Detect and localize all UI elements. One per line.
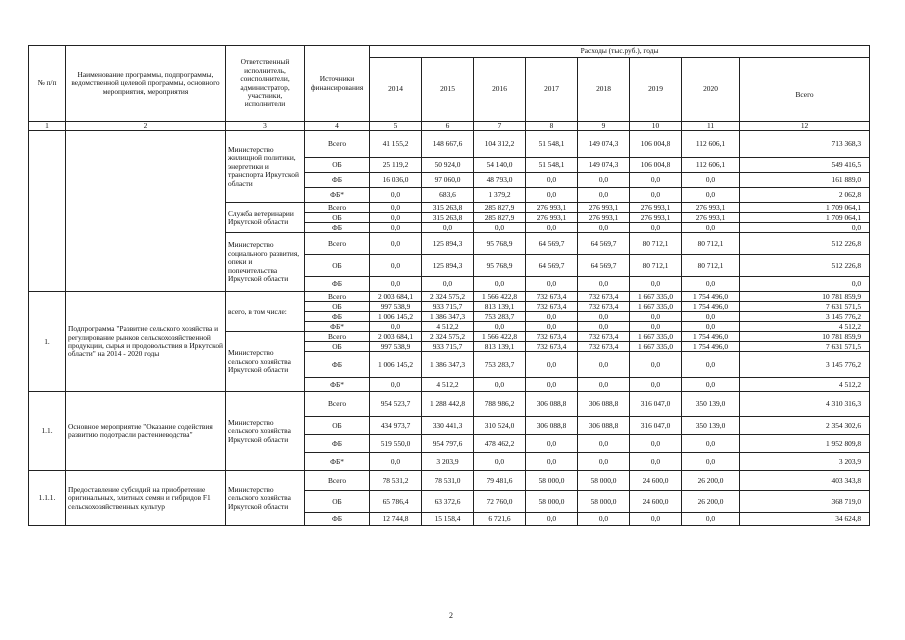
budget-table — [28, 45, 870, 526]
year-value: 0,0 — [630, 223, 682, 233]
year-value: 0,0 — [370, 378, 422, 392]
year-value: 519 550,0 — [370, 435, 422, 453]
year-value: 788 986,2 — [474, 392, 526, 417]
year-value: 50 924,0 — [422, 158, 474, 173]
total-value: 0,0 — [740, 223, 870, 233]
year-value: 732 673,4 — [578, 292, 630, 302]
year-value: 330 441,3 — [422, 417, 474, 435]
year-value: 0,0 — [682, 277, 740, 292]
year-value: 0,0 — [422, 223, 474, 233]
funding-source: Всего — [305, 292, 370, 302]
year-value: 16 036,0 — [370, 173, 422, 188]
year-value: 2 003 684,1 — [370, 332, 422, 342]
year-value: 112 606,1 — [682, 158, 740, 173]
funding-source: ОБ — [305, 213, 370, 223]
total-value: 713 368,3 — [740, 131, 870, 158]
funding-source: Всего — [305, 131, 370, 158]
header-year: 2020 — [682, 58, 740, 122]
total-value: 1 709 064,1 — [740, 213, 870, 223]
responsible-housing-ministry: Министерство жилищной политики, энергетики и транспорта Иркутской области — [226, 131, 305, 203]
year-value: 0,0 — [682, 453, 740, 471]
year-value: 1 667 335,0 — [630, 342, 682, 352]
total-value: 1 709 064,1 — [740, 203, 870, 213]
year-value: 306 088,8 — [526, 417, 578, 435]
year-value: 0,0 — [370, 453, 422, 471]
year-value: 64 569,7 — [578, 233, 630, 255]
year-value: 1 754 496,0 — [682, 302, 740, 312]
year-value: 315 263,8 — [422, 203, 474, 213]
column-number: 9 — [578, 122, 630, 131]
year-value: 0,0 — [578, 322, 630, 332]
year-value: 315 263,8 — [422, 213, 474, 223]
year-value: 732 673,4 — [578, 302, 630, 312]
year-value: 80 712,1 — [682, 255, 740, 277]
year-value: 80 712,1 — [630, 233, 682, 255]
year-value: 15 158,4 — [422, 513, 474, 526]
header-source: Источники финансирования — [305, 46, 370, 122]
year-value: 64 569,7 — [526, 233, 578, 255]
header-expenses: Расходы (тыс.руб.), годы — [370, 46, 870, 58]
year-value: 2 003 684,1 — [370, 292, 422, 302]
year-value: 24 600,0 — [630, 491, 682, 513]
subprogram-name: Подпрограмма "Развитие сельского хозяйства и регулирование рынков сельскохозяйственной продукции, сырья и продовольствия в Иркутской области" на 2014 - 2020 годы — [66, 292, 226, 392]
year-value: 0,0 — [474, 453, 526, 471]
funding-source: Всего — [305, 203, 370, 213]
year-value: 41 155,2 — [370, 131, 422, 158]
total-value: 3 203,9 — [740, 453, 870, 471]
year-value: 813 139,1 — [474, 342, 526, 352]
year-value: 2 324 575,2 — [422, 332, 474, 342]
year-value: 104 312,2 — [474, 131, 526, 158]
year-value: 276 993,1 — [682, 213, 740, 223]
year-value: 1 667 335,0 — [630, 302, 682, 312]
year-value: 0,0 — [630, 188, 682, 203]
funding-source: ФБ — [305, 352, 370, 378]
funding-source: ОБ — [305, 417, 370, 435]
year-value: 0,0 — [682, 435, 740, 453]
column-number: 10 — [630, 122, 682, 131]
column-numbers-row — [29, 122, 870, 131]
year-value: 732 673,4 — [526, 332, 578, 342]
year-value: 683,6 — [422, 188, 474, 203]
year-value: 1 566 422,8 — [474, 292, 526, 302]
total-value: 1 952 809,8 — [740, 435, 870, 453]
year-value: 149 074,3 — [578, 158, 630, 173]
responsible-social-ministry: Министерство социального развития, опеки и попечительства Иркутской области — [226, 233, 305, 292]
total-value: 512 226,8 — [740, 255, 870, 277]
year-value: 112 606,1 — [682, 131, 740, 158]
year-value: 732 673,4 — [578, 342, 630, 352]
year-value: 997 538,9 — [370, 302, 422, 312]
total-value: 0,0 — [740, 277, 870, 292]
year-value: 276 993,1 — [526, 203, 578, 213]
year-value: 316 047,0 — [630, 417, 682, 435]
year-value: 0,0 — [630, 173, 682, 188]
year-value: 0,0 — [578, 173, 630, 188]
year-value: 0,0 — [526, 435, 578, 453]
funding-source: ОБ — [305, 158, 370, 173]
year-value: 813 139,1 — [474, 302, 526, 312]
total-value: 161 889,0 — [740, 173, 870, 188]
year-value: 0,0 — [370, 213, 422, 223]
measure-1-1-1-name: Предоставление субсидий на приобретение оригинальных, элитных семян и гибридов F1 сельскохозяйственных культур — [66, 471, 226, 526]
year-value: 276 993,1 — [630, 203, 682, 213]
header-year: 2017 — [526, 58, 578, 122]
total-value: 4 512,2 — [740, 322, 870, 332]
year-value: 58 000,0 — [578, 491, 630, 513]
year-value: 1 667 335,0 — [630, 292, 682, 302]
year-value: 106 004,8 — [630, 131, 682, 158]
year-value: 285 827,9 — [474, 213, 526, 223]
year-value: 0,0 — [370, 188, 422, 203]
funding-source: ФБ* — [305, 322, 370, 332]
header-year: 2016 — [474, 58, 526, 122]
year-value: 732 673,4 — [578, 332, 630, 342]
year-value: 0,0 — [370, 322, 422, 332]
year-value: 0,0 — [578, 352, 630, 378]
funding-source: Всего — [305, 332, 370, 342]
year-value: 0,0 — [526, 513, 578, 526]
total-value: 34 624,8 — [740, 513, 870, 526]
year-value: 97 060,0 — [422, 173, 474, 188]
year-value: 933 715,7 — [422, 302, 474, 312]
year-value: 25 119,2 — [370, 158, 422, 173]
year-value: 0,0 — [682, 513, 740, 526]
row-name-empty — [66, 131, 226, 292]
year-value: 0,0 — [630, 453, 682, 471]
year-value: 0,0 — [682, 312, 740, 322]
year-value: 276 993,1 — [526, 213, 578, 223]
year-value: 0,0 — [370, 233, 422, 255]
year-value: 0,0 — [474, 322, 526, 332]
year-value: 0,0 — [474, 223, 526, 233]
funding-source: ФБ — [305, 277, 370, 292]
year-value: 0,0 — [578, 277, 630, 292]
year-value: 0,0 — [630, 352, 682, 378]
year-value: 48 793,0 — [474, 173, 526, 188]
year-value: 0,0 — [630, 277, 682, 292]
year-value: 0,0 — [578, 513, 630, 526]
total-value: 4 512,2 — [740, 378, 870, 392]
responsible-agri-ministry: Министерство сельского хозяйства Иркутской области — [226, 332, 305, 392]
year-value: 0,0 — [526, 453, 578, 471]
year-value: 0,0 — [682, 188, 740, 203]
total-value: 549 416,5 — [740, 158, 870, 173]
year-value: 0,0 — [578, 312, 630, 322]
year-value: 732 673,4 — [526, 302, 578, 312]
funding-source: ФБ — [305, 435, 370, 453]
responsible-agri-ministry: Министерство сельского хозяйства Иркутской области — [226, 471, 305, 526]
year-value: 350 139,0 — [682, 417, 740, 435]
header-year: 2019 — [630, 58, 682, 122]
total-value: 403 343,8 — [740, 471, 870, 491]
year-value: 434 973,7 — [370, 417, 422, 435]
funding-source: ФБ — [305, 223, 370, 233]
row-index-empty — [29, 131, 66, 292]
funding-source: ОБ — [305, 302, 370, 312]
total-value: 10 781 859,9 — [740, 332, 870, 342]
year-value: 732 673,4 — [526, 342, 578, 352]
column-number: 5 — [370, 122, 422, 131]
year-value: 1 754 496,0 — [682, 332, 740, 342]
total-value: 2 062,8 — [740, 188, 870, 203]
year-value: 0,0 — [578, 453, 630, 471]
year-value: 1 754 496,0 — [682, 342, 740, 352]
header-name: Наименование программы, подпрограммы, ведомственной целевой программы, основного мероприятия, мероприятия — [66, 46, 226, 122]
year-value: 0,0 — [526, 352, 578, 378]
year-value: 0,0 — [682, 322, 740, 332]
total-value: 7 631 571,5 — [740, 302, 870, 312]
header-responsible: Ответственный исполнитель, соисполнители, администратор, участники, исполнители — [226, 46, 305, 122]
year-value: 1 006 145,2 — [370, 352, 422, 378]
year-value: 58 000,0 — [526, 471, 578, 491]
year-value: 0,0 — [630, 312, 682, 322]
year-value: 65 786,4 — [370, 491, 422, 513]
year-value: 0,0 — [578, 223, 630, 233]
year-value: 58 000,0 — [578, 471, 630, 491]
year-value: 6 721,6 — [474, 513, 526, 526]
year-value: 0,0 — [682, 378, 740, 392]
year-value: 106 004,8 — [630, 158, 682, 173]
year-value: 80 712,1 — [682, 233, 740, 255]
year-value: 0,0 — [630, 322, 682, 332]
year-value: 310 524,0 — [474, 417, 526, 435]
year-value: 26 200,0 — [682, 471, 740, 491]
header-np: № п/п — [29, 46, 66, 122]
funding-source: ФБ — [305, 312, 370, 322]
year-value: 1 006 145,2 — [370, 312, 422, 322]
row-index-1: 1. — [29, 292, 66, 392]
funding-source: ФБ — [305, 173, 370, 188]
total-value: 3 145 776,2 — [740, 312, 870, 322]
year-value: 0,0 — [526, 223, 578, 233]
year-value: 0,0 — [474, 277, 526, 292]
funding-source: ФБ* — [305, 188, 370, 203]
header-year: 2015 — [422, 58, 474, 122]
responsible-agri-ministry: Министерство сельского хозяйства Иркутской области — [226, 392, 305, 471]
year-value: 51 548,1 — [526, 131, 578, 158]
year-value: 64 569,7 — [526, 255, 578, 277]
year-value: 316 047,0 — [630, 392, 682, 417]
year-value: 0,0 — [630, 435, 682, 453]
header-year: 2018 — [578, 58, 630, 122]
year-value: 148 667,6 — [422, 131, 474, 158]
funding-source: ОБ — [305, 255, 370, 277]
column-number: 4 — [305, 122, 370, 131]
year-value: 26 200,0 — [682, 491, 740, 513]
year-value: 95 768,9 — [474, 233, 526, 255]
header-year: 2014 — [370, 58, 422, 122]
year-value: 0,0 — [578, 188, 630, 203]
total-value: 4 310 316,3 — [740, 392, 870, 417]
column-number: 7 — [474, 122, 526, 131]
year-value: 3 203,9 — [422, 453, 474, 471]
year-value: 4 512,2 — [422, 322, 474, 332]
year-value: 54 140,0 — [474, 158, 526, 173]
page-number: 2 — [449, 611, 453, 620]
total-value: 2 354 302,6 — [740, 417, 870, 435]
year-value: 0,0 — [578, 435, 630, 453]
year-value: 1 566 422,8 — [474, 332, 526, 342]
header-total: Всего — [740, 58, 870, 122]
row-index-1-1: 1.1. — [29, 392, 66, 471]
year-value: 276 993,1 — [578, 203, 630, 213]
year-value: 0,0 — [526, 277, 578, 292]
year-value: 63 372,6 — [422, 491, 474, 513]
year-value: 1 386 347,3 — [422, 312, 474, 322]
year-value: 80 712,1 — [630, 255, 682, 277]
year-value: 4 512,2 — [422, 378, 474, 392]
column-number: 1 — [29, 122, 66, 131]
year-value: 997 538,9 — [370, 342, 422, 352]
year-value: 12 744,8 — [370, 513, 422, 526]
column-number: 8 — [526, 122, 578, 131]
responsible-veterinary-service: Служба ветеринарии Иркутской области — [226, 203, 305, 233]
year-value: 276 993,1 — [682, 203, 740, 213]
year-value: 753 283,7 — [474, 312, 526, 322]
funding-source: ОБ — [305, 342, 370, 352]
funding-source: Всего — [305, 471, 370, 491]
year-value: 125 894,3 — [422, 255, 474, 277]
column-number: 6 — [422, 122, 474, 131]
year-value: 58 000,0 — [526, 491, 578, 513]
measure-1-1-name: Основное мероприятие "Оказание содействия развитию подотрасли растениеводства" — [66, 392, 226, 471]
year-value: 0,0 — [630, 378, 682, 392]
year-value: 285 827,9 — [474, 203, 526, 213]
year-value: 0,0 — [422, 277, 474, 292]
year-value: 933 715,7 — [422, 342, 474, 352]
year-value: 0,0 — [526, 188, 578, 203]
year-value: 0,0 — [630, 513, 682, 526]
year-value: 0,0 — [682, 173, 740, 188]
column-number: 11 — [682, 122, 740, 131]
year-value: 125 894,3 — [422, 233, 474, 255]
column-number: 2 — [66, 122, 226, 131]
year-value: 72 760,0 — [474, 491, 526, 513]
year-value: 478 462,2 — [474, 435, 526, 453]
year-value: 306 088,8 — [526, 392, 578, 417]
funding-source: ФБ* — [305, 378, 370, 392]
funding-source: ФБ — [305, 513, 370, 526]
year-value: 306 088,8 — [578, 417, 630, 435]
total-value: 512 226,8 — [740, 233, 870, 255]
total-value: 7 631 571,5 — [740, 342, 870, 352]
year-value: 1 667 335,0 — [630, 332, 682, 342]
year-value: 78 531,2 — [370, 471, 422, 491]
year-value: 1 386 347,3 — [422, 352, 474, 378]
responsible-total-label: всего, в том числе: — [226, 292, 305, 332]
year-value: 732 673,4 — [526, 292, 578, 302]
year-value: 306 088,8 — [578, 392, 630, 417]
funding-source: ОБ — [305, 491, 370, 513]
year-value: 0,0 — [370, 203, 422, 213]
year-value: 276 993,1 — [630, 213, 682, 223]
year-value: 0,0 — [526, 322, 578, 332]
year-value: 2 324 575,2 — [422, 292, 474, 302]
year-value: 276 993,1 — [578, 213, 630, 223]
year-value: 78 531,0 — [422, 471, 474, 491]
year-value: 0,0 — [474, 378, 526, 392]
column-number: 12 — [740, 122, 870, 131]
year-value: 0,0 — [370, 223, 422, 233]
year-value: 0,0 — [682, 352, 740, 378]
year-value: 0,0 — [526, 312, 578, 322]
year-value: 350 139,0 — [682, 392, 740, 417]
total-value: 10 781 859,9 — [740, 292, 870, 302]
year-value: 24 600,0 — [630, 471, 682, 491]
year-value: 954 523,7 — [370, 392, 422, 417]
column-number: 3 — [226, 122, 305, 131]
year-value: 954 797,6 — [422, 435, 474, 453]
year-value: 0,0 — [682, 223, 740, 233]
year-value: 79 481,6 — [474, 471, 526, 491]
year-value: 0,0 — [370, 277, 422, 292]
year-value: 95 768,9 — [474, 255, 526, 277]
funding-source: Всего — [305, 392, 370, 417]
total-value: 3 145 776,2 — [740, 352, 870, 378]
funding-source: Всего — [305, 233, 370, 255]
year-value: 64 569,7 — [578, 255, 630, 277]
total-value: 368 719,0 — [740, 491, 870, 513]
funding-source: ФБ* — [305, 453, 370, 471]
year-value: 1 379,2 — [474, 188, 526, 203]
row-index-1-1-1: 1.1.1. — [29, 471, 66, 526]
year-value: 1 288 442,8 — [422, 392, 474, 417]
year-value: 51 548,1 — [526, 158, 578, 173]
year-value: 0,0 — [526, 378, 578, 392]
year-value: 1 754 496,0 — [682, 292, 740, 302]
year-value: 0,0 — [370, 255, 422, 277]
year-value: 753 283,7 — [474, 352, 526, 378]
year-value: 0,0 — [526, 173, 578, 188]
year-value: 149 074,3 — [578, 131, 630, 158]
year-value: 0,0 — [578, 378, 630, 392]
